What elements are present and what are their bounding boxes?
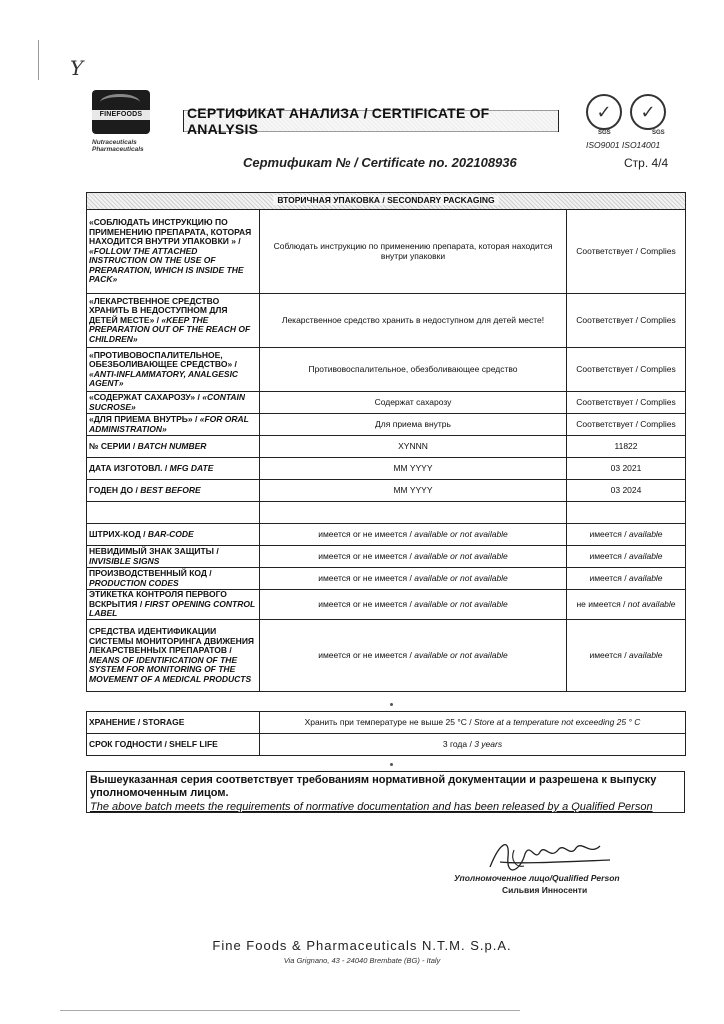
- result-cell: Соответствует / Complies: [567, 294, 686, 348]
- spec-cell: [260, 524, 567, 546]
- result-ru: имеется /: [589, 528, 627, 539]
- logo-subtitle: Nutraceuticals Pharmaceuticals: [92, 139, 144, 153]
- result-cell: [567, 568, 686, 590]
- param-ru: СРЕДСТВА ИДЕНТИФИКАЦИИ СИСТЕМЫ МОНИТОРИНГА ДВИЖЕНИЯ ЛЕКАРСТВЕННЫХ ПРЕПАРАТОВ /: [89, 626, 255, 655]
- param-en: BAR-CODE: [147, 528, 194, 539]
- table-row: [87, 392, 686, 414]
- result-ru: имеется /: [589, 649, 627, 660]
- spec-cell: Соблюдать инструкцию по применению препарата, которая находится внутри упаковки: [260, 210, 567, 294]
- param-ru: «СОДЕРЖАТ САХАРОЗУ» /: [89, 392, 200, 402]
- result-en: not available: [627, 598, 676, 609]
- shelf-value-en: 3 years: [474, 738, 503, 749]
- result-cell: 03 2021: [567, 458, 686, 480]
- iso-standards: ISO9001 ISO14001: [586, 140, 661, 150]
- handwritten-signature: [480, 832, 620, 877]
- logo-band-text: FINEFOODS: [99, 111, 143, 118]
- spec-en: available or not available: [414, 528, 508, 539]
- param-ru: ПРОИЗВОДСТВЕННЫЙ КОД /: [89, 568, 212, 578]
- param-en: FIRST OPENING CONTROL LABEL: [89, 598, 256, 619]
- result-cell: [567, 590, 686, 620]
- certificate-number: Сертификат № / Certificate no. 202108936: [243, 155, 517, 170]
- table-row: [87, 620, 686, 692]
- spec-cell: XYNNN: [260, 436, 567, 458]
- release-statement: [86, 771, 685, 813]
- footer-company: Fine Foods & Pharmaceuticals N.T.M. S.p.A.: [212, 938, 512, 953]
- table-row: [87, 734, 686, 756]
- iso14001-seal-icon: ✓: [630, 94, 666, 130]
- result-cell: Соответствует / Complies: [567, 348, 686, 392]
- storage-value-en: Store at a temperature not exceeding 25 ° C: [473, 716, 641, 727]
- param-ru: ЭТИКЕТКА КОНТРОЛЯ ПЕРВОГО ВСКРЫТИЯ /: [89, 589, 227, 609]
- spec-cell: Для приема внутрь: [260, 414, 567, 436]
- signatory-role: Уполномоченное лицо/Qualified Person: [454, 873, 620, 883]
- storage-value-ru: Хранить при температуре не выше 25 °C /: [304, 716, 472, 727]
- param-en: «CONTAIN SUCROSE»: [89, 392, 246, 412]
- param-ru: ШТРИХ-КОД /: [89, 528, 146, 539]
- spec-cell: [260, 546, 567, 568]
- result-cell: Соответствует / Complies: [567, 210, 686, 294]
- table-row: [87, 210, 686, 294]
- param-ru: «ЛЕКАРСТВЕННОЕ СРЕДСТВО ХРАНИТЬ В НЕДОСТУПНОМ ДЛЯ ДЕТЕЙ МЕСТЕ» /: [89, 295, 228, 325]
- param-en: «KEEP THE PREPARATION OUT OF THE REACH OF CHILDREN»: [89, 314, 251, 344]
- table-row: [87, 712, 686, 734]
- table-row: [87, 348, 686, 392]
- table-row: [87, 524, 686, 546]
- scan-dot: [390, 703, 393, 706]
- secondary-packaging-table: [86, 192, 686, 692]
- param-en: INVISIBLE SIGNS: [89, 555, 160, 566]
- spec-ru: имеется or не имеется /: [318, 598, 412, 609]
- margin-line: [38, 40, 39, 80]
- storage-table: [86, 711, 686, 756]
- table-row: [87, 414, 686, 436]
- statement-ru: Вышеуказанная серия соответствует требованиям нормативной документации и разрешена к выпуску уполномоченным лицом.: [90, 774, 657, 799]
- spec-ru: имеется or не имеется /: [318, 528, 412, 539]
- spec-cell: MM YYYY: [260, 480, 567, 502]
- section-title: ВТОРИЧНАЯ УПАКОВКА / SECONDARY PACKAGING: [273, 195, 498, 205]
- spec-cell: [260, 568, 567, 590]
- spec-en: available or not available: [414, 572, 508, 583]
- param-ru: НЕВИДИМЫЙ ЗНАК ЗАЩИТЫ /: [89, 546, 219, 556]
- spec-cell: [260, 620, 567, 692]
- iso9001-seal-icon: ✓: [586, 94, 622, 130]
- bottom-edge-line: [60, 1010, 520, 1011]
- table-section-header: [87, 193, 686, 210]
- shelf-value-ru: 3 года /: [442, 738, 472, 749]
- storage-label: ХРАНЕНИЕ / STORAGE: [87, 712, 260, 734]
- param-ru: ДАТА ИЗГОТОВЛ. /: [89, 462, 168, 473]
- spec-ru: имеется or не имеется /: [318, 649, 412, 660]
- spec-en: available or not available: [414, 550, 508, 561]
- table-row-empty: [87, 502, 686, 524]
- shelf-life-label: СРОК ГОДНОСТИ / SHELF LIFE: [87, 734, 260, 756]
- result-en: available: [628, 572, 663, 583]
- param-en: «ANTI-INFLAMMATORY, ANALGESIC AGENT»: [89, 368, 239, 388]
- signatory-name: Сильвия Инносенти: [502, 885, 588, 895]
- document-title: [183, 105, 559, 137]
- param-ru: «ДЛЯ ПРИЕМА ВНУТРЬ» /: [89, 414, 198, 424]
- table-row: [87, 458, 686, 480]
- param-en: «FOLLOW THE ATTACHED INSTRUCTION ON THE USE OF PREPARATION, WHICH IS INSIDE THE PACK»: [89, 245, 244, 285]
- param-en: «FOR ORAL ADMINISTRATION»: [89, 414, 249, 434]
- spec-cell: MM YYYY: [260, 458, 567, 480]
- sgs-label-1: SGS: [598, 130, 611, 136]
- spec-cell: [260, 590, 567, 620]
- scan-dot: [390, 763, 393, 766]
- result-ru: имеется /: [589, 550, 627, 561]
- param-en: PRODUCTION CODES: [89, 577, 179, 588]
- page-number: Стр. 4/4: [624, 156, 669, 170]
- result-cell: Соответствует / Complies: [567, 392, 686, 414]
- result-cell: 11822: [567, 436, 686, 458]
- spec-ru: имеется or не имеется /: [318, 572, 412, 583]
- table-row: [87, 294, 686, 348]
- statement-en: The above batch meets the requirements of normative documentation and has been released by a Qualified Person: [90, 801, 653, 813]
- table-row: [87, 590, 686, 620]
- document-title-text: СЕРТИФИКАТ АНАЛИЗА / CERTIFICATE OF ANALYSIS: [184, 105, 558, 137]
- result-en: available: [628, 528, 663, 539]
- result-cell: Соответствует / Complies: [567, 414, 686, 436]
- result-cell: [567, 546, 686, 568]
- spec-cell: Лекарственное средство хранить в недоступном для детей месте!: [260, 294, 567, 348]
- company-logo: [92, 90, 150, 134]
- result-ru: имеется /: [589, 572, 627, 583]
- spec-ru: имеется or не имеется /: [318, 550, 412, 561]
- param-ru: «ПРОТИВОВОСПАЛИТЕЛЬНОЕ, ОБЕЗБОЛИВАЮЩЕЕ СРЕДСТВО» /: [89, 349, 237, 369]
- param-ru: «СОБЛЮДАТЬ ИНСТРУКЦИЮ ПО ПРИМЕНЕНИЮ ПРЕПАРАТА, КОТОРАЯ НАХОДИТСЯ ВНУТРИ УПАКОВКИ » /: [89, 217, 252, 247]
- result-en: available: [628, 649, 663, 660]
- param-en: BATCH NUMBER: [137, 440, 207, 451]
- sgs-label-2: SGS: [652, 130, 665, 136]
- result-cell: 03 2024: [567, 480, 686, 502]
- table-row: [87, 546, 686, 568]
- param-ru: ГОДЕН ДО /: [89, 484, 138, 495]
- margin-mark: Y: [70, 56, 84, 80]
- spec-cell: Противовоспалительное, обезболивающее средство: [260, 348, 567, 392]
- result-ru: не имеется /: [576, 598, 626, 609]
- param-ru: № СЕРИИ /: [89, 440, 136, 451]
- footer-address: Via Grignano, 43 - 24040 Brembate (BG) - Italy: [283, 956, 441, 965]
- spec-en: available or not available: [414, 598, 508, 609]
- table-row: [87, 568, 686, 590]
- table-row: [87, 436, 686, 458]
- storage-value: [260, 712, 686, 734]
- result-cell: [567, 620, 686, 692]
- table-row: [87, 480, 686, 502]
- param-en: MEANS OF IDENTIFICATION OF THE SYSTEM FOR MONITORING OF THE MOVEMENT OF A MEDICAL PRODUCTS: [89, 654, 252, 684]
- shelf-life-value: [260, 734, 686, 756]
- spec-en: available or not available: [414, 649, 508, 660]
- spec-cell: Содержат сахарозу: [260, 392, 567, 414]
- param-en: BEST BEFORE: [140, 484, 201, 495]
- result-cell: [567, 524, 686, 546]
- param-en: MFG DATE: [169, 462, 214, 473]
- result-en: available: [628, 550, 663, 561]
